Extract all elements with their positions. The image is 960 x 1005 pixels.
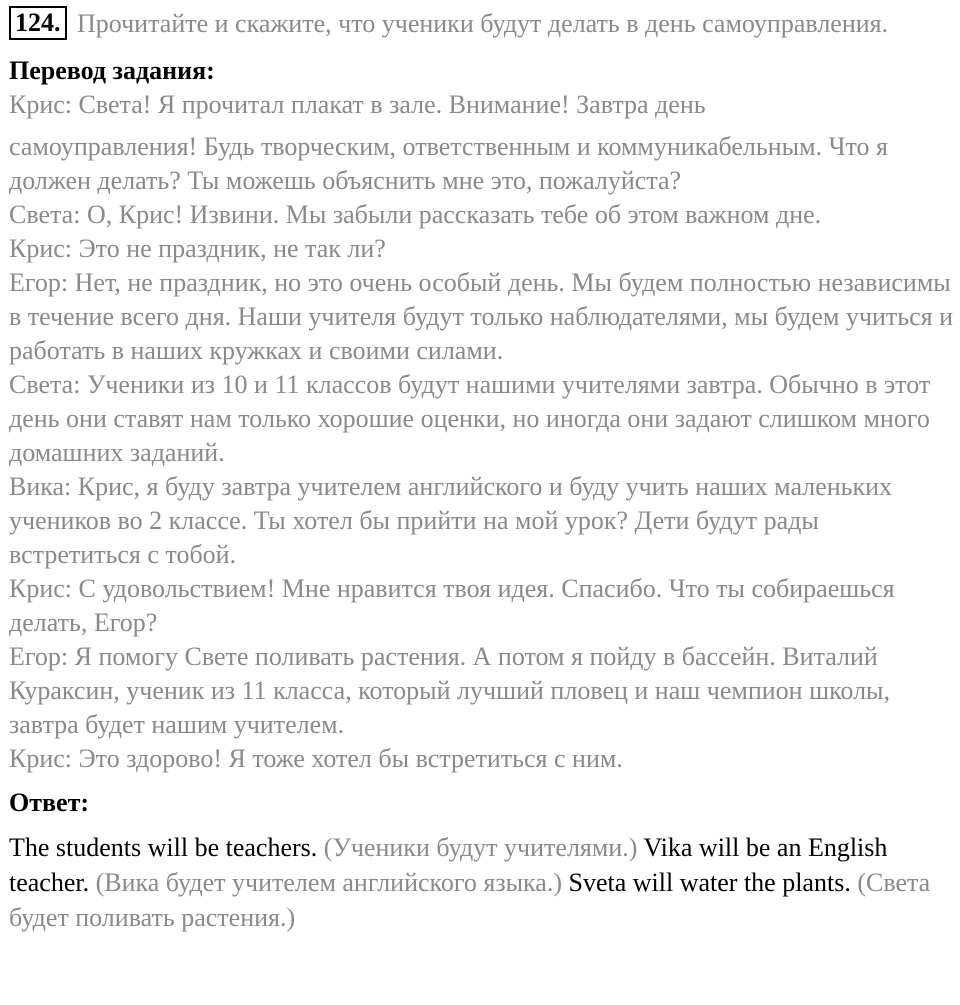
translation-heading: Перевод задания: bbox=[9, 56, 215, 85]
answer-text bbox=[9, 830, 955, 935]
answer-heading: Ответ: bbox=[9, 788, 90, 817]
answer-sentence-en: The students will be teachers. bbox=[9, 833, 318, 862]
task-header bbox=[9, 6, 955, 42]
answer-sentence-en: Sveta will water the plants. bbox=[568, 868, 851, 897]
answer-sentence-en: Vika will be an English teacher. bbox=[9, 833, 888, 897]
translation-body: самоуправления! Будь творческим, ответственным и коммуникабельным. Что я должен делать? Ты можешь объяснить мне это, пожалуйста? Света: О, Крис! Извини. Мы забыли рассказать тебе об этом важном дне. Крис: Это не праздник, не так ли? Егор: Нет, не праздник, но это очень особый день. Мы будем полностью независимы в течение всего дня. Наши учителя будут только наблюдателями, мы будем учиться и работать в наших кружках и своими силами. Света: Ученики из 10 и 11 классов будут нашими учителями завтра. Обычно в этот день они ставят нам только хорошие оценки, но иногда они задают слишком много домашних заданий. Вика: Крис, я буду завтра учителем английского и буду учить наших маленьких учеников во 2 классе. Ты хотел бы прийти на мой урок? Дети будут рады встретиться с тобой. Крис: С удовольствием! Мне нравится твоя идея. Спасибо. Что ты собираешься делать, Егор? Егор: Я помогу Свете поливать растения. А потом я пойду в бассейн. Виталий Кураксин, ученик из 11 класса, который лучший пловец и наш чемпион школы, завтра будет нашим учителем. Крис: Это здорово! Я тоже хотел бы встретиться с ним. bbox=[9, 132, 954, 773]
translation-text bbox=[9, 88, 955, 776]
task-number: 124. bbox=[9, 6, 67, 40]
translation-first-line: Крис: Света! Я прочитал плакат в зале. Внимание! Завтра день bbox=[9, 90, 706, 119]
answer-sentence-ru: (Света будет поливать растения.) bbox=[9, 868, 931, 932]
answer-sentence-ru: (Вика будет учителем английского языка.) bbox=[95, 868, 562, 897]
document-page bbox=[9, 6, 955, 935]
answer-sentence-ru: (Ученики будут учителями.) bbox=[323, 833, 638, 862]
task-instruction: Прочитайте и скажите, что ученики будут делать в день самоуправления. bbox=[77, 9, 889, 38]
